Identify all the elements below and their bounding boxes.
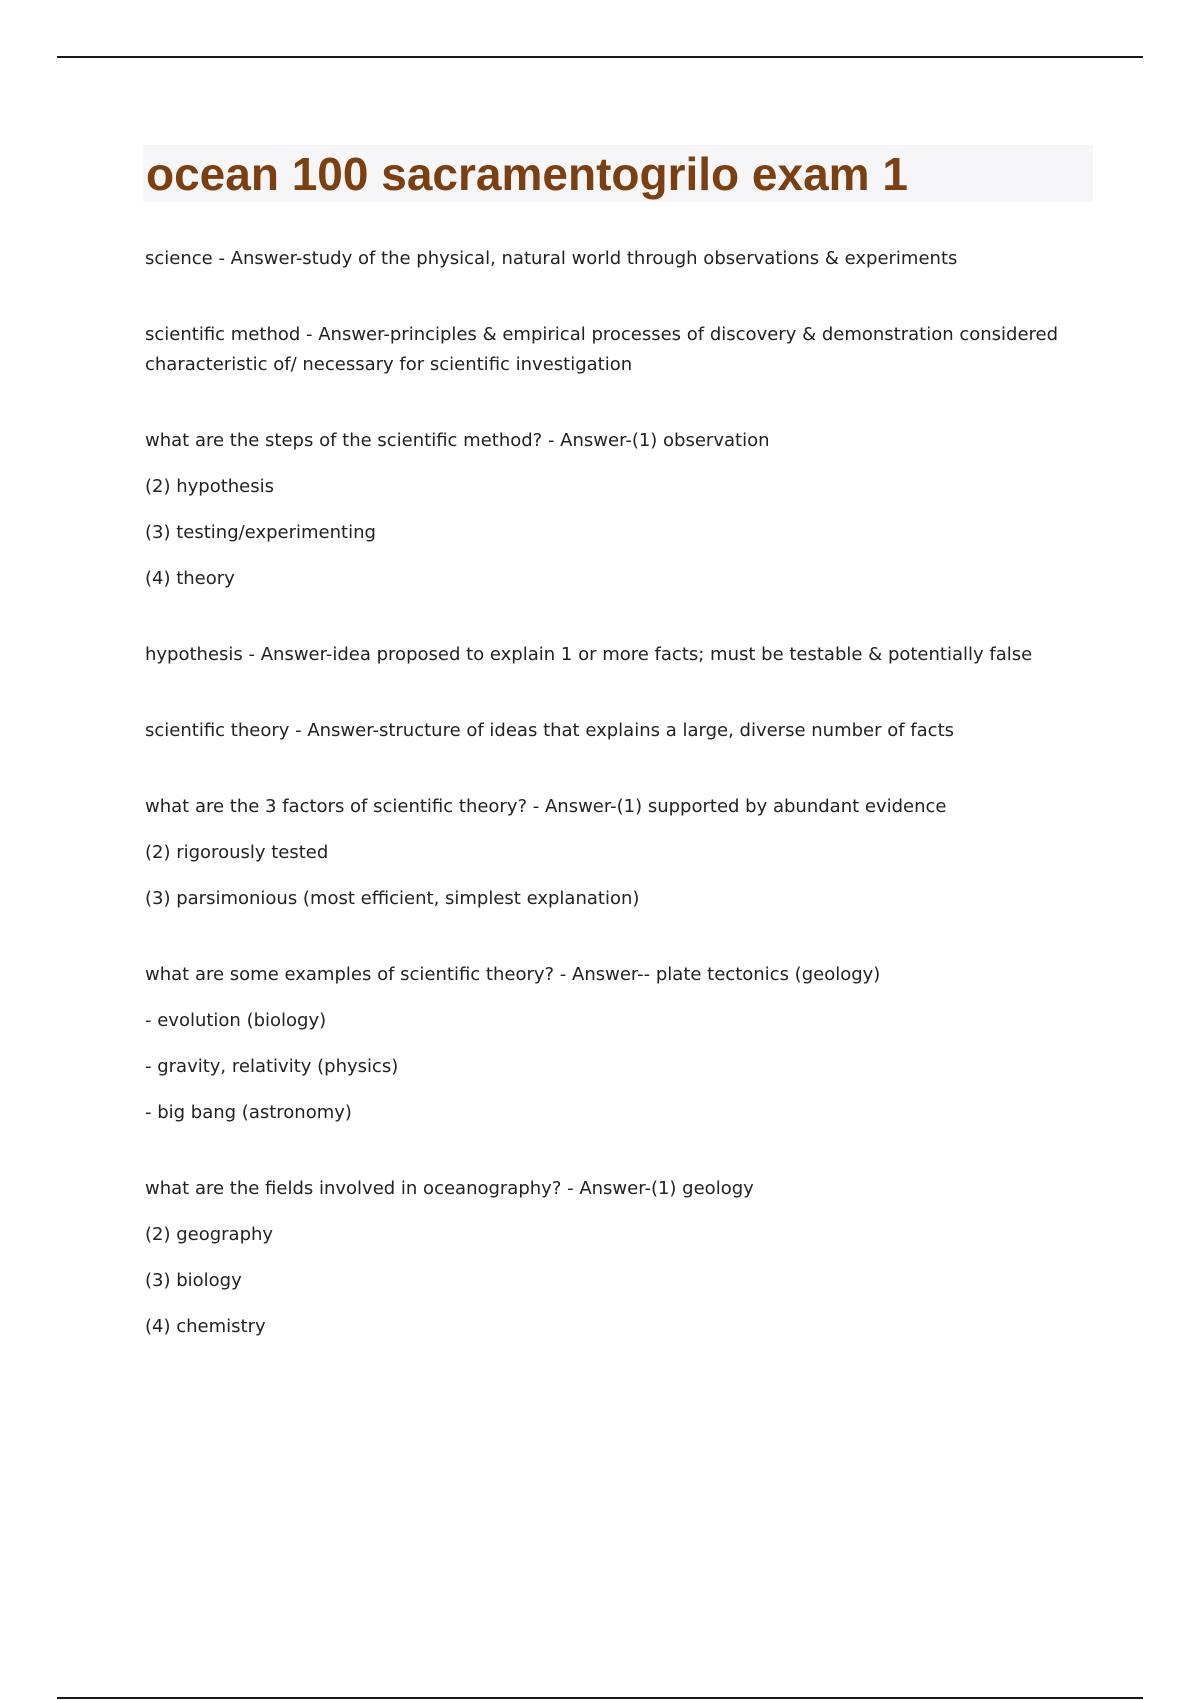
qa-line: (3) testing/experimenting [145, 522, 376, 543]
qa-line: (2) geography [145, 1224, 274, 1245]
qa-entry-steps [145, 426, 1085, 594]
qa-line: - evolution (biology) [145, 1010, 327, 1031]
qa-line: (2) rigorously tested [145, 842, 329, 863]
qa-line: hypothesis - Answer-idea proposed to explain 1 or more facts; must be testable & potentially false [145, 644, 1033, 665]
qa-entry-oceanography-fields [145, 1174, 1085, 1342]
qa-line: (2) hypothesis [145, 476, 275, 497]
qa-line: (3) biology [145, 1270, 242, 1291]
qa-entry-scientific-theory [145, 716, 1085, 746]
qa-line: (3) parsimonious (most efficient, simplest explanation) [145, 888, 640, 909]
qa-line: what are the steps of the scientific method? - Answer-(1) observation [145, 430, 770, 451]
qa-entry-science [145, 244, 1085, 274]
qa-line: - big bang (astronomy) [145, 1102, 352, 1123]
document-title: ocean 100 sacramentogrilo exam 1 [146, 148, 908, 200]
qa-line: scientific method - Answer-principles & empirical processes of discovery & demonstration considered characteristic of/ necessary for scientific investigation [145, 324, 1059, 375]
bottom-rule [57, 1697, 1143, 1699]
qa-line: (4) theory [145, 568, 235, 589]
qa-entry-scientific-method [145, 320, 1085, 380]
qa-line: (4) chemistry [145, 1316, 266, 1337]
qa-entry-hypothesis [145, 640, 1085, 670]
qa-line: what are the 3 factors of scientific theory? - Answer-(1) supported by abundant evidence [145, 796, 947, 817]
top-rule [57, 56, 1143, 58]
qa-line: science - Answer-study of the physical, natural world through observations & experiments [145, 248, 958, 269]
qa-line: scientific theory - Answer-structure of ideas that explains a large, diverse number of facts [145, 720, 954, 741]
qa-line: - gravity, relativity (physics) [145, 1056, 399, 1077]
qa-entry-theory-examples [145, 960, 1085, 1128]
qa-line: what are the fields involved in oceanography? - Answer-(1) geology [145, 1178, 754, 1199]
document-body [145, 244, 1085, 1388]
qa-entry-theory-factors [145, 792, 1085, 914]
qa-line: what are some examples of scientific theory? - Answer-- plate tectonics (geology) [145, 964, 881, 985]
